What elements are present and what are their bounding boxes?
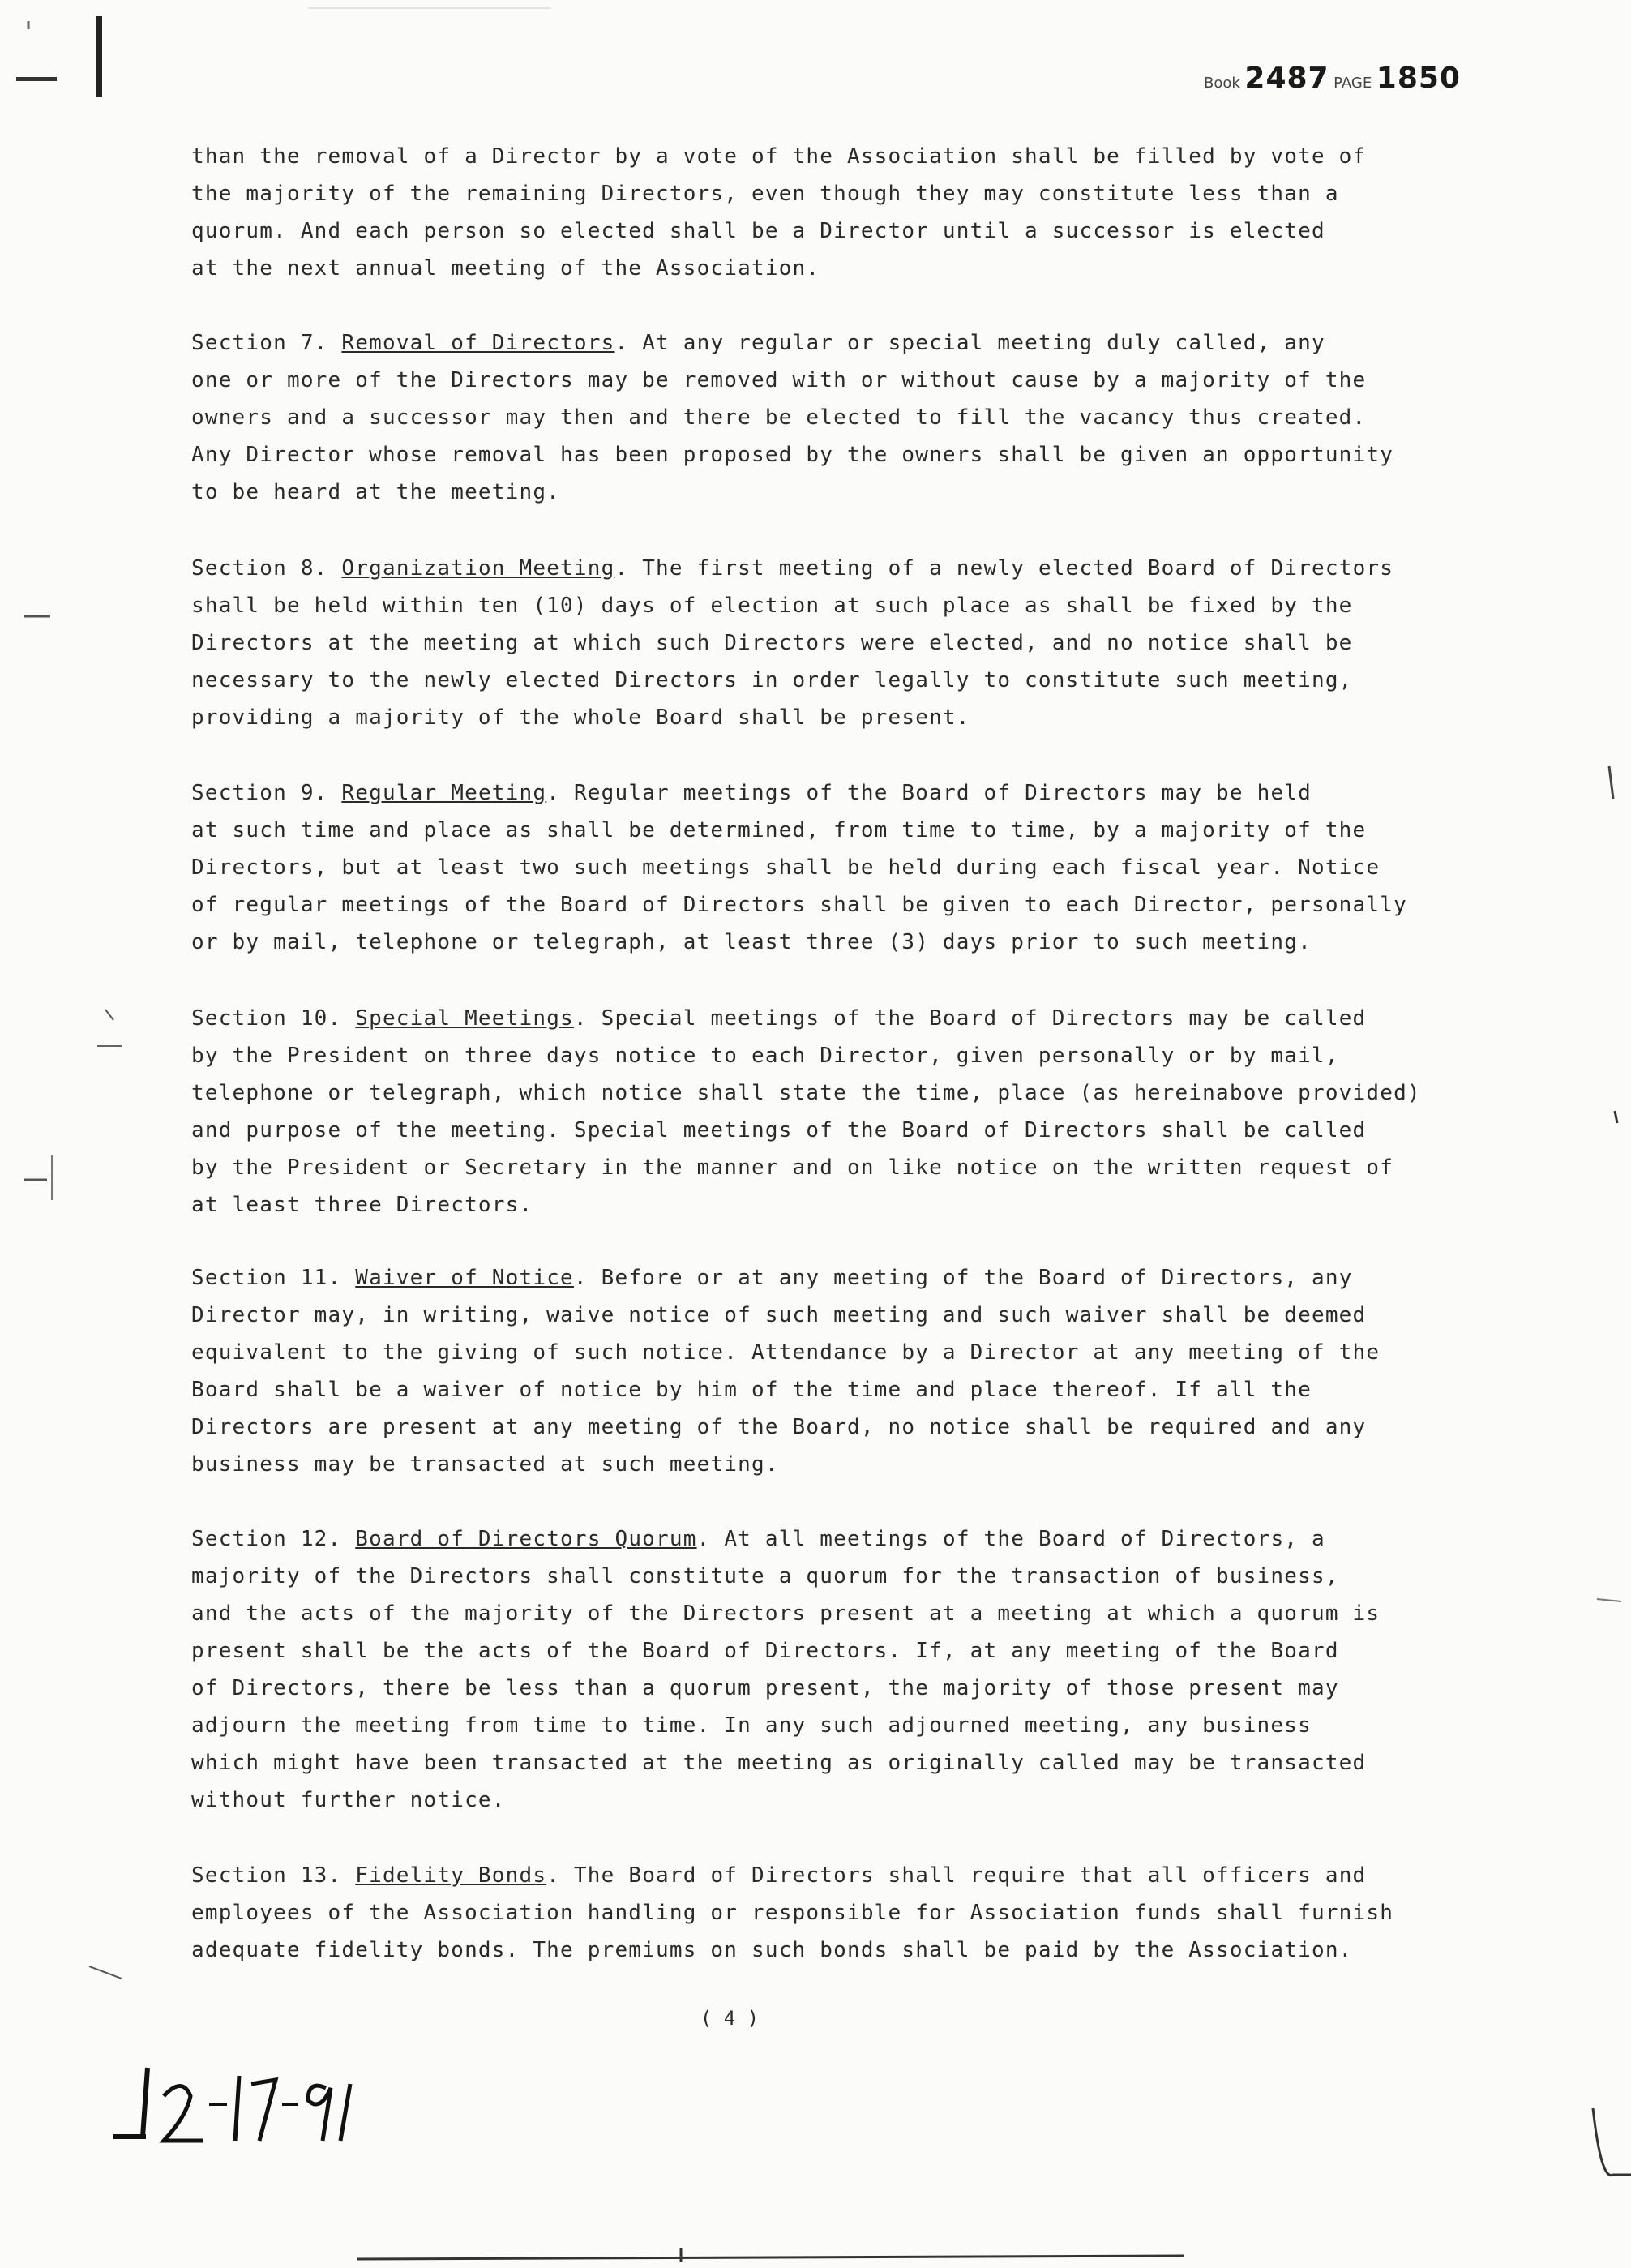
text-line: by the President on three days notice to each Director, given personally or by mail, (191, 1044, 1339, 1068)
section-number: Section 13. (191, 1863, 342, 1888)
text-line: Directors at the meeting at which such Directors were elected, and no notice shall be (191, 631, 1353, 655)
section-number: Section 8. (191, 556, 328, 581)
section-first-line: Section 13. Fidelity Bonds. The Board of Directors shall require that all officers and (191, 1863, 1367, 1888)
page-number: ( 4 ) (700, 2007, 760, 2030)
section-8 (191, 550, 1456, 736)
section-first-line: Section 7. Removal of Directors. At any regular or special meeting duly called, any (191, 331, 1325, 355)
text-line: or by mail, telephone or telegraph, at least three (3) days prior to such meeting. (191, 930, 1312, 954)
section-heading: Special Meetings (355, 1006, 574, 1031)
section-number: Section 9. (191, 781, 328, 805)
text-line: adequate fidelity bonds. The premiums on such bonds shall be paid by the Association. (191, 1938, 1353, 1962)
text-line: than the removal of a Director by a vote of the Association shall be filled by vote of (191, 144, 1367, 169)
section-heading: Organization Meeting (341, 556, 615, 581)
section-first-line: Section 10. Special Meetings. Special meetings of the Board of Directors may be called (191, 1006, 1367, 1031)
text-line: majority of the Directors shall constitute a quorum for the transaction of business, (191, 1564, 1339, 1588)
section-9 (191, 774, 1456, 961)
text-line: adjourn the meeting from time to time. In any such adjourned meeting, any business (191, 1713, 1312, 1738)
text-line: necessary to the newly elected Directors in order legally to constitute such meeting, (191, 668, 1353, 692)
text-line: telephone or telegraph, which notice shall state the time, place (as hereinabove provided) (191, 1081, 1421, 1105)
section-heading: Fidelity Bonds (355, 1863, 547, 1888)
text-line: Board shall be a waiver of notice by him of the time and place thereof. If all the (191, 1378, 1312, 1402)
section-first-line: Section 8. Organization Meeting. The first meeting of a newly elected Board of Directors (191, 556, 1394, 581)
text-line: present shall be the acts of the Board of Directors. If, at any meeting of the Board (191, 1639, 1339, 1663)
text-line: to be heard at the meeting. (191, 480, 561, 504)
text-line: Any Director whose removal has been proposed by the owners shall be given an opportunity (191, 443, 1394, 467)
text-line: shall be held within ten (10) days of election at such place as shall be fixed by the (191, 594, 1353, 618)
page-label: PAGE (1333, 75, 1372, 92)
text-line: at least three Directors. (191, 1193, 533, 1217)
text-line: without further notice. (191, 1788, 506, 1812)
text-line: at the next annual meeting of the Association. (191, 256, 820, 281)
text-line: Directors are present at any meeting of the Board, no notice shall be required and any (191, 1415, 1367, 1439)
section-number: Section 11. (191, 1266, 342, 1290)
text-line: At all meetings of the Board of Directors, a (724, 1527, 1325, 1551)
text-line: equivalent to the giving of such notice. Attendance by a Director at any meeting of the (191, 1340, 1381, 1365)
text-line: which might have been transacted at the meeting as originally called may be transacted (191, 1751, 1367, 1775)
text-line: The Board of Directors shall require that all officers and (573, 1863, 1367, 1888)
text-line: one or more of the Directors may be removed with or without cause by a majority of the (191, 368, 1367, 392)
text-line: business may be transacted at such meeting. (191, 1452, 779, 1477)
section-heading: Waiver of Notice (355, 1266, 574, 1290)
text-line: of regular meetings of the Board of Directors shall be given to each Director, personally (191, 893, 1407, 917)
text-line: the majority of the remaining Directors, even though they may constitute less than a (191, 182, 1339, 206)
section-heading: Board of Directors Quorum (355, 1527, 697, 1551)
text-line: Director may, in writing, waive notice of such meeting and such waiver shall be deemed (191, 1303, 1367, 1327)
text-line: Before or at any meeting of the Board of Directors, any (601, 1266, 1353, 1290)
section-first-line: Section 11. Waiver of Notice. Before or at any meeting of the Board of Directors, any (191, 1266, 1353, 1290)
section-10 (191, 1000, 1456, 1224)
text-line: and the acts of the majority of the Directors present at a meeting at which a quorum is (191, 1601, 1381, 1626)
text-line: Special meetings of the Board of Directors may be called (601, 1006, 1367, 1031)
section-12 (191, 1520, 1456, 1819)
page-number-stamp: 1850 (1376, 62, 1461, 95)
text-line: of Directors, there be less than a quorum present, the majority of those present may (191, 1676, 1339, 1700)
recording-stamp (1204, 62, 1463, 102)
text-line: by the President or Secretary in the manner and on like notice on the written request of (191, 1155, 1394, 1180)
text-line: owners and a successor may then and there be elected to fill the vacancy thus created. (191, 405, 1367, 430)
section-heading: Regular Meeting (341, 781, 547, 805)
section-number: Section 7. (191, 331, 328, 355)
section-first-line: Section 9. Regular Meeting. Regular meetings of the Board of Directors may be held (191, 781, 1312, 805)
section-number: Section 12. (191, 1527, 342, 1551)
section-first-line: Section 12. Board of Directors Quorum. At all meetings of the Board of Directors, a (191, 1527, 1325, 1551)
section-7 (191, 324, 1456, 511)
text-line: employees of the Association handling or responsible for Association funds shall furnish (191, 1901, 1394, 1925)
text-line: providing a majority of the whole Board shall be present. (191, 705, 970, 730)
text-line: At any regular or special meeting duly called, any (642, 331, 1325, 355)
section-number: Section 10. (191, 1006, 342, 1031)
text-line: The first meeting of a newly elected Board of Directors (642, 556, 1394, 581)
text-line: and purpose of the meeting. Special meetings of the Board of Directors shall be called (191, 1118, 1367, 1143)
text-line: Directors, but at least two such meetings shall be held during each fiscal year. Notice (191, 855, 1381, 880)
handwritten-date-signature (113, 2060, 438, 2157)
book-number: 2487 (1244, 62, 1329, 95)
section-heading: Removal of Directors (341, 331, 615, 355)
section-13 (191, 1857, 1456, 1969)
text-line: at such time and place as shall be determined, from time to time, by a majority of the (191, 818, 1367, 842)
text-line: Regular meetings of the Board of Directors may be held (573, 781, 1312, 805)
section-11 (191, 1259, 1456, 1483)
text-line: quorum. And each person so elected shall be a Director until a successor is elected (191, 219, 1325, 243)
book-label: Book (1204, 75, 1240, 92)
paragraph-continuation (191, 138, 1456, 287)
